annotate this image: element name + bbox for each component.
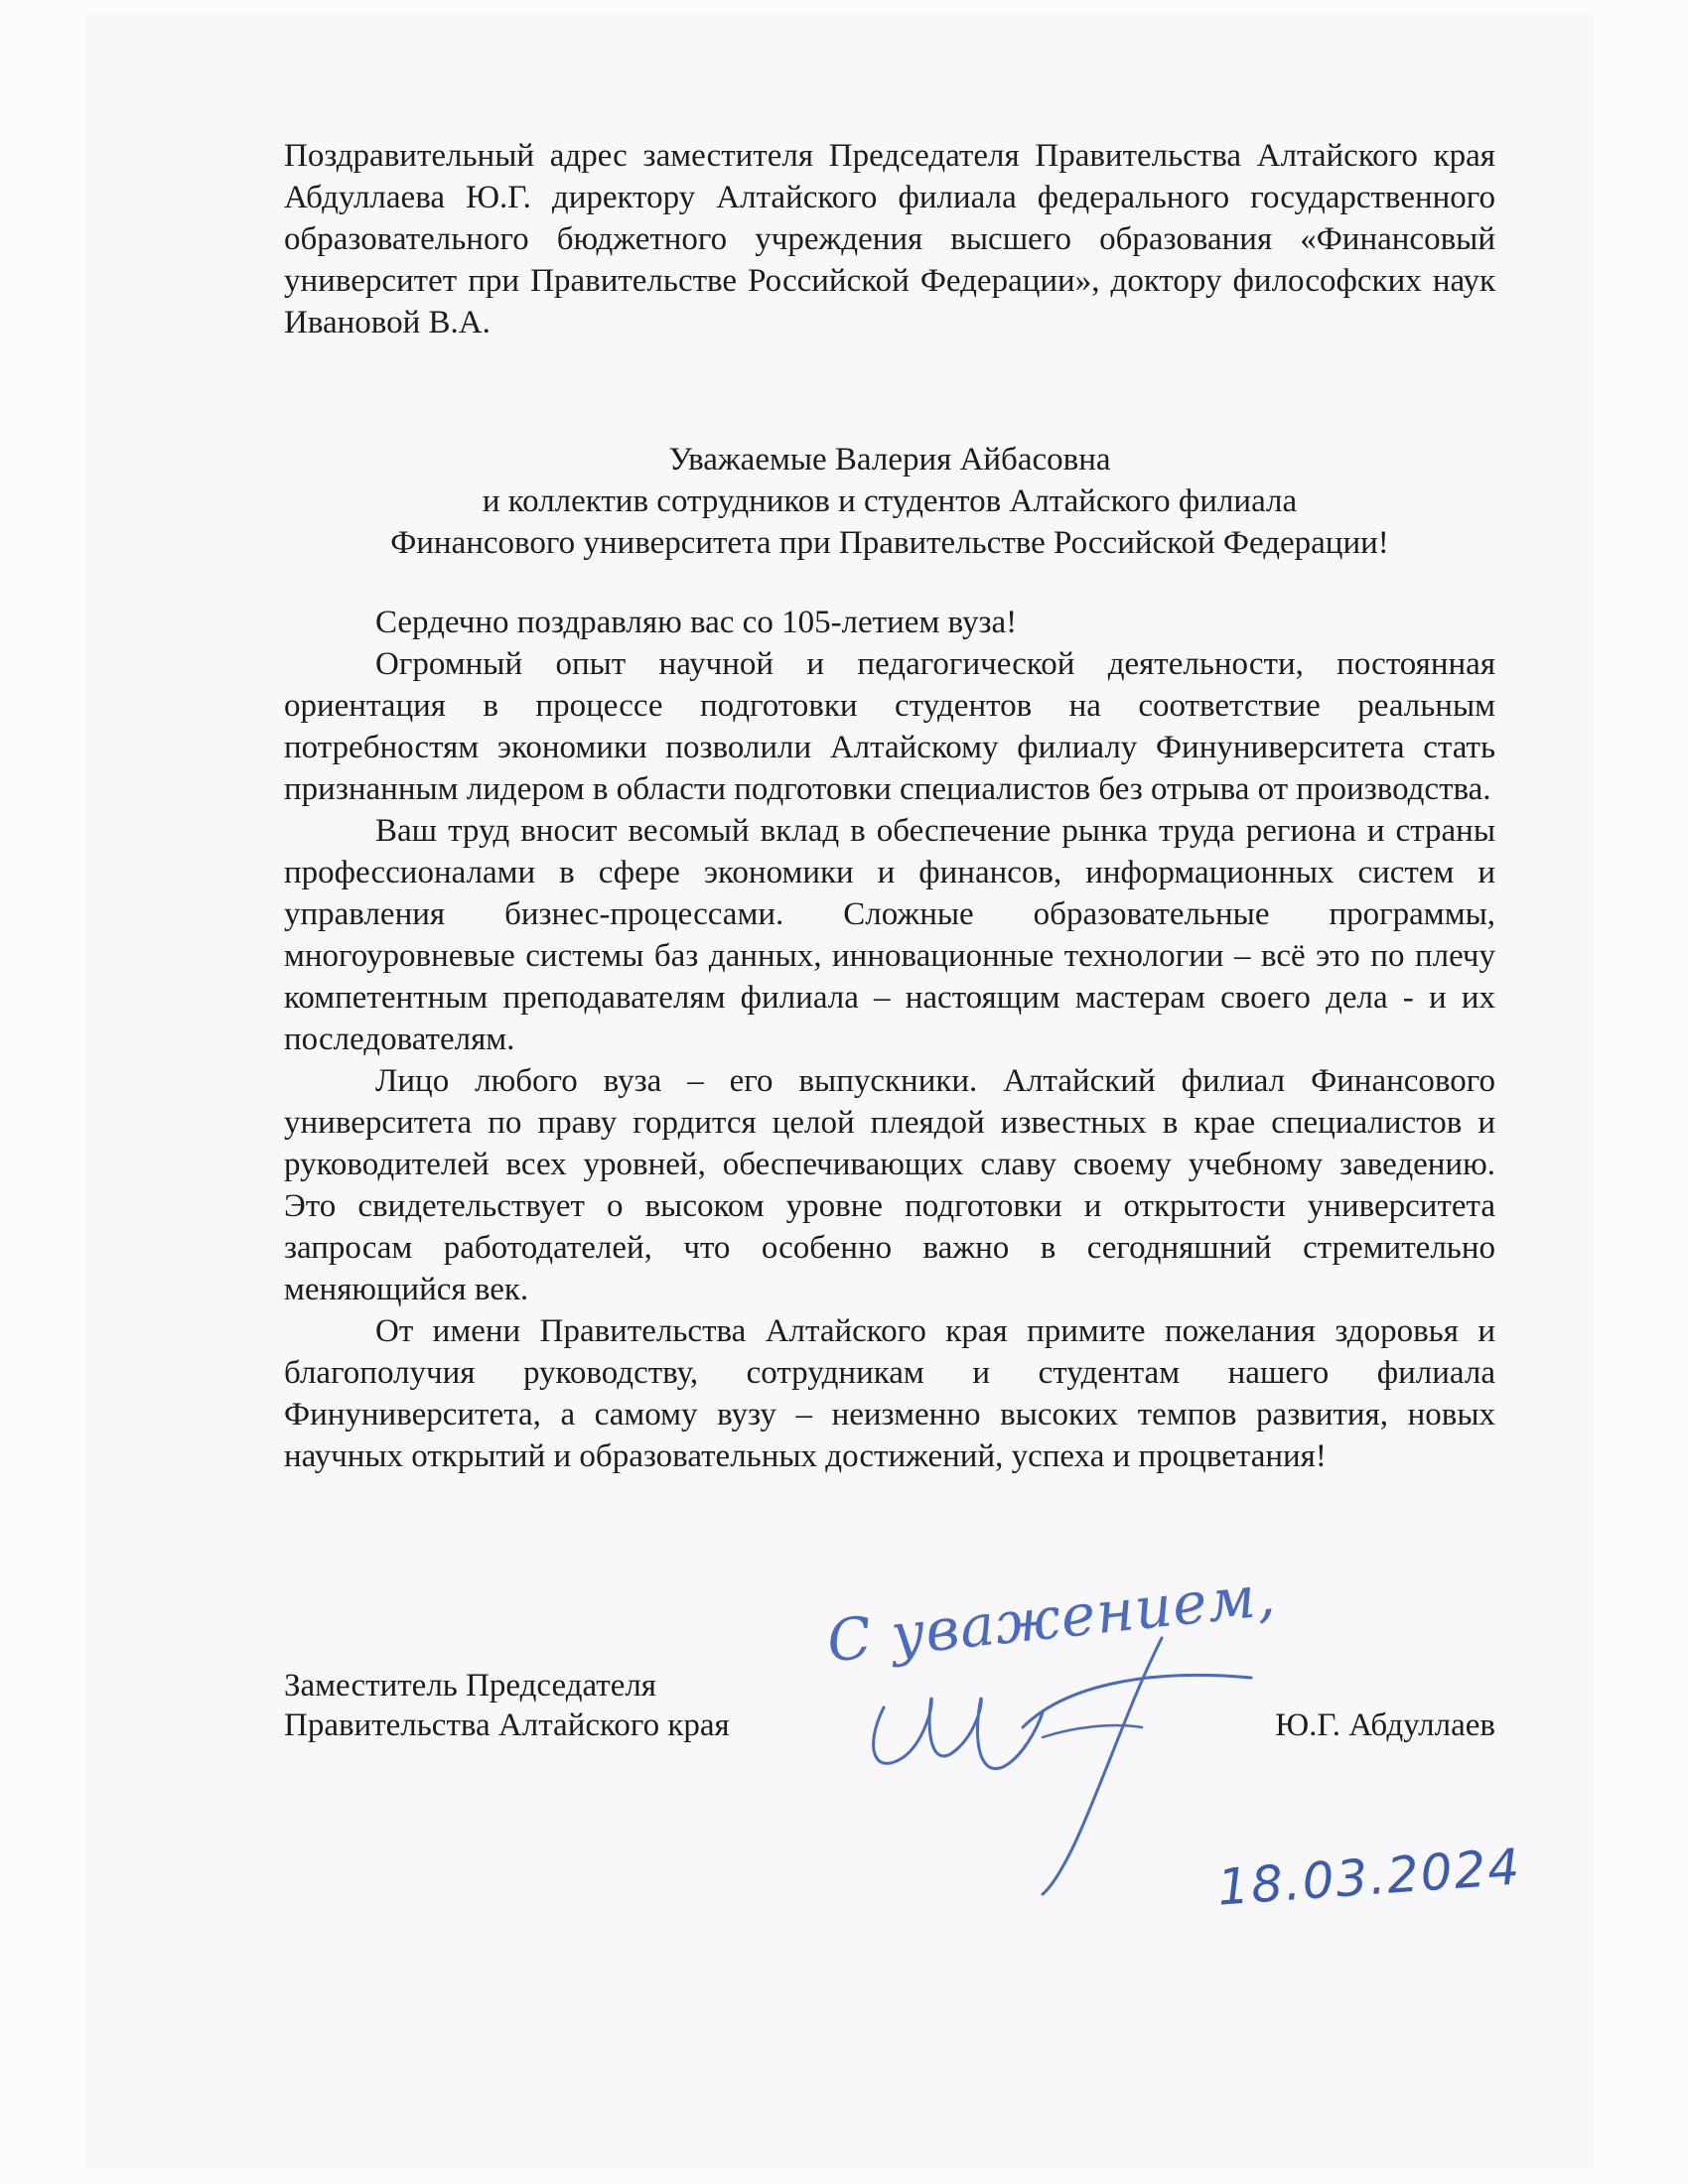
paragraph-experience: Огромный опыт научной и педагогической деятельности, постоянная ориентация в процессе подготовки студентов на соответствие реальным потребностям экономики позволили Алтайскому филиалу Финуниверситета стать признанным лидером в области подготовки специалистов без отрыва от производства. (284, 646, 1495, 807)
letter-content (284, 135, 1495, 1477)
handwritten-date: 18.03.2024 (1215, 1838, 1523, 1917)
signature-block (284, 1666, 1495, 1795)
paragraph-congratulation: Сердечно поздравляю вас со 105-летием вуза! (375, 605, 1018, 640)
paragraph-wishes: От имени Правительства Алтайского края примите пожелания здоровья и благополучия руководству, сотрудникам и студентам нашего филиала Финуниверситета, а самому вузу – неизменно высоких темпов развития, новых научных открытий и образовательных достижений, успеха и процветания! (284, 1313, 1495, 1474)
handwritten-greeting: С уважением, (823, 1561, 1279, 1676)
signer-title-line-1: Заместитель Председателя (284, 1668, 656, 1704)
paragraph-graduates: Лицо любого вуза – его выпускники. Алтайский филиал Финансового университета по праву гордится целой плеядой известных в крае специалистов и руководителей всех уровней, обеспечивающих славу своему учебному заведению. Это свидетельствует о высоком уровне подготовки и открытости университета запросам работодателей, что особенно важно в сегодняшний стремительно меняющийся век. (284, 1063, 1495, 1307)
letter-body (284, 602, 1495, 1477)
paragraph-contribution: Ваш труд вносит весомый вклад в обеспечение рынка труда региона и страны профессионалами в сфере экономики и финансов, информационных систем и управления бизнес-процессами. Сложные образовательные программы, многоуровневые системы баз данных, инновационные технологии – всё это по плечу компетентным преподавателям филиала – настоящим мастерам своего дела - и их последователям. (284, 813, 1495, 1057)
signer-name: Ю.Г. Абдуллаев (1275, 1707, 1495, 1743)
signer-title-line-2: Правительства Алтайского края (284, 1707, 730, 1743)
salutation (284, 439, 1495, 564)
salutation-line-2: и коллектив сотрудников и студентов Алтайского филиала (482, 483, 1298, 519)
signer-title (284, 1666, 730, 1745)
salutation-line-1: Уважаемые Валерия Айбасовна (668, 442, 1111, 478)
salutation-line-3: Финансового университета при Правительстве Российской Федерации! (390, 525, 1389, 561)
address-header: Поздравительный адрес заместителя Председателя Правительства Алтайского края Абдуллаева Ю.Г. директору Алтайского филиала федерального государственного образовательного бюджетного учреждения высшего образования «Финансовый университет при Правительстве Российской Федерации», доктору философских наук Ивановой В.А. (284, 138, 1495, 341)
